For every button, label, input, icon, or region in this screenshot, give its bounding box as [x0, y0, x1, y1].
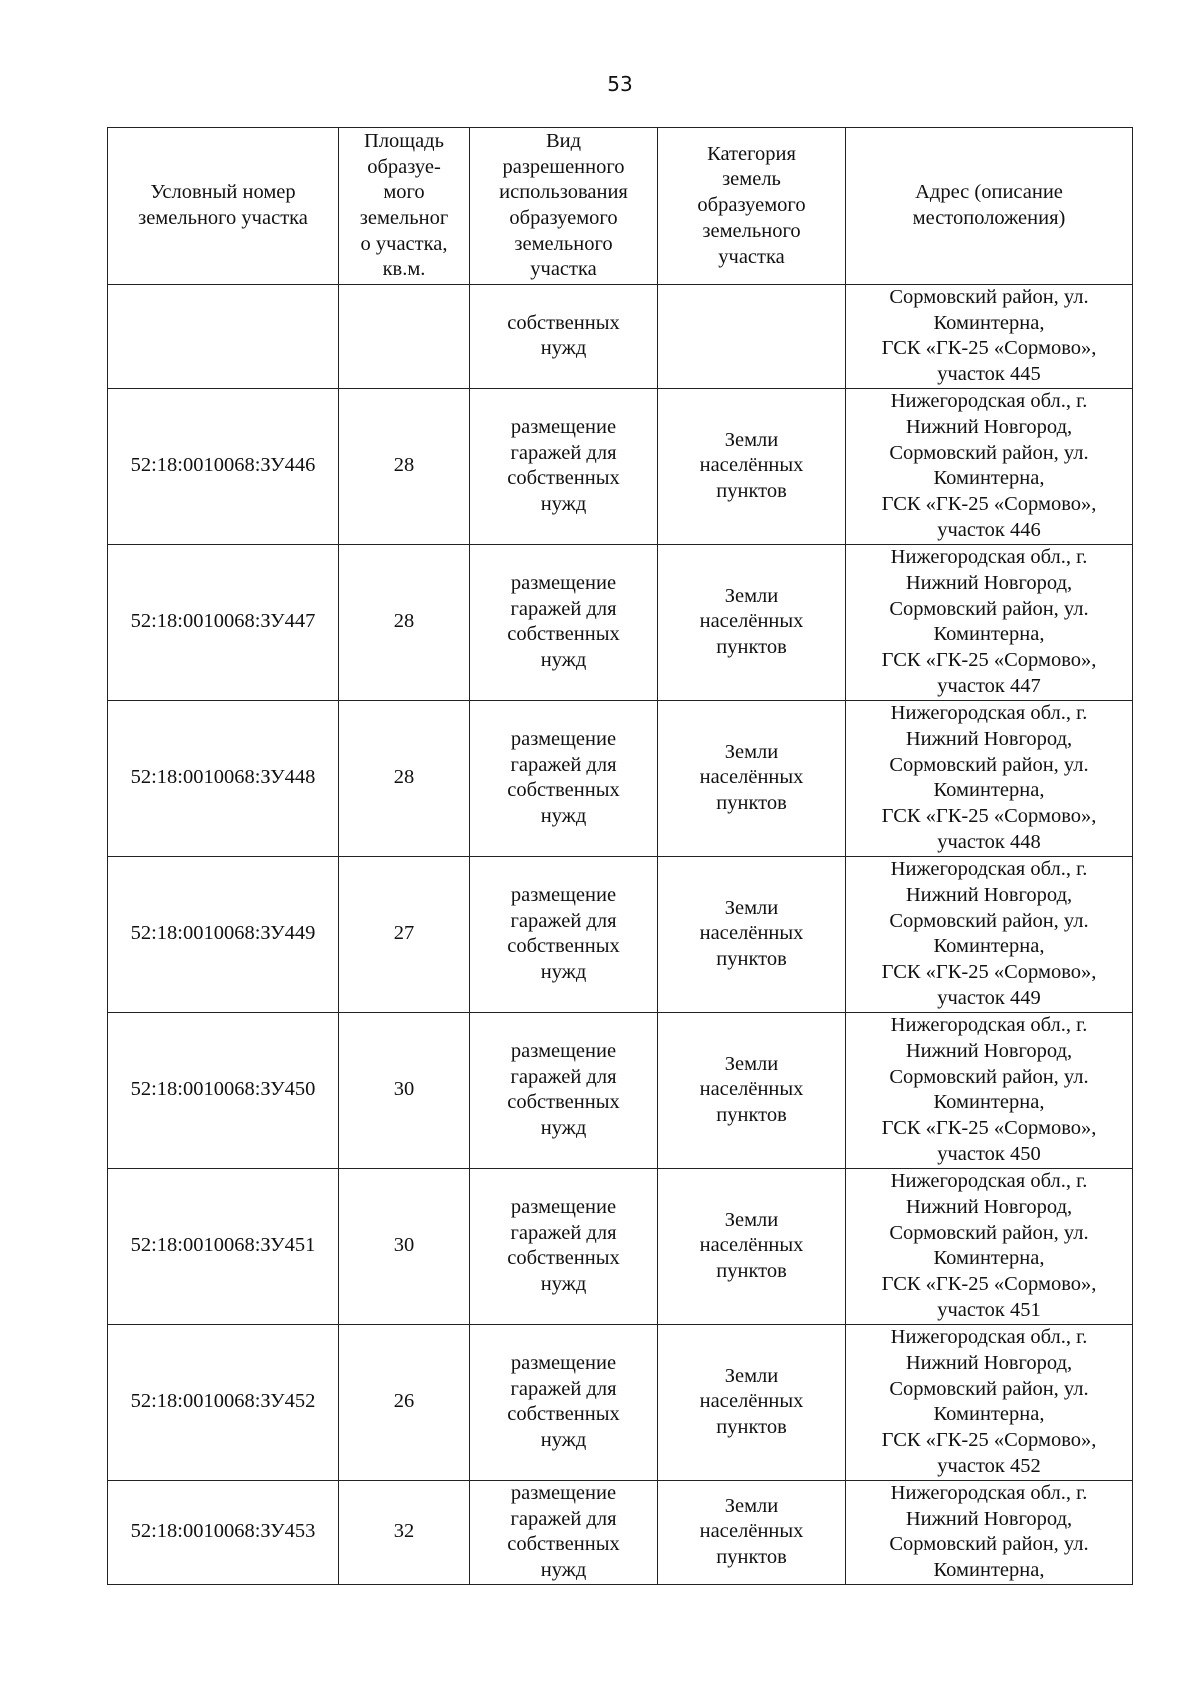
cell-line: Нижний Новгород,	[905, 727, 1073, 750]
cell-line: Сормовский район, ул.	[889, 1221, 1089, 1244]
cell-line: Сормовский район, ул.	[889, 1377, 1089, 1400]
cell-line: пунктов	[716, 948, 787, 971]
cell-line: участок 446	[937, 518, 1041, 541]
cell-line: Коминтерна,	[933, 1403, 1045, 1426]
cell-line: Адрес (описание	[915, 181, 1063, 204]
cell-line: участок 447	[937, 674, 1041, 697]
cell-line: ГСК «ГК-25 «Сормово»,	[881, 1429, 1097, 1452]
cell-line: пунктов	[716, 480, 787, 503]
cell-line: гаражей для	[510, 1507, 617, 1530]
table-row	[108, 700, 1133, 856]
cell-line: участок 452	[937, 1454, 1041, 1477]
cell-line: гаражей для	[510, 441, 617, 464]
cell-line: Нижегородская обл., г.	[890, 1481, 1088, 1504]
cell-line: Сормовский район, ул.	[889, 1533, 1089, 1556]
cell-line: земельного	[702, 219, 801, 242]
cell-line: нужд	[540, 1429, 587, 1452]
cell-line: размещение	[510, 571, 617, 594]
cell-line: Коминтерна,	[933, 935, 1045, 958]
cell-plot-number	[108, 285, 339, 389]
cell-permitted-use	[470, 1324, 658, 1480]
cell-line: Земли	[724, 740, 779, 763]
cell-line: пунктов	[716, 1416, 787, 1439]
cell-plot-number: 52:18:0010068:ЗУ448	[108, 700, 339, 856]
cell-line: размещение	[510, 1039, 617, 1062]
cell-area: 32	[339, 1480, 470, 1584]
cell-line: Сормовский район, ул.	[889, 753, 1089, 776]
cell-line: участок 451	[937, 1298, 1041, 1321]
cell-land-category	[658, 1168, 846, 1324]
cell-line: населённых	[699, 1078, 804, 1101]
cell-line: мого	[383, 181, 425, 204]
cell-line: собственных	[507, 1247, 620, 1270]
cell-line: Нижний Новгород,	[905, 415, 1073, 438]
cell-line: Коминтерна,	[933, 779, 1045, 802]
cell-line: размещение	[510, 415, 617, 438]
cell-line: нужд	[540, 1273, 587, 1296]
cell-line: Нижегородская обл., г.	[890, 1170, 1088, 1193]
cell-plot-number: 52:18:0010068:ЗУ446	[108, 388, 339, 544]
cell-line: собственных	[507, 623, 620, 646]
cell-line: гаражей для	[510, 909, 617, 932]
cell-line: Земли	[724, 1494, 779, 1517]
cell-line: размещение	[510, 883, 617, 906]
cell-permitted-use	[470, 1168, 658, 1324]
cell-line: населённых	[699, 1234, 804, 1257]
cell-line: гаражей для	[510, 597, 617, 620]
cell-line: Коминтерна,	[933, 1091, 1045, 1114]
cell-line: собственных	[507, 935, 620, 958]
table-row	[108, 1480, 1133, 1584]
cell-line: Нижегородская обл., г.	[890, 546, 1088, 569]
cell-line: населённых	[699, 1390, 804, 1413]
cell-line: участка	[718, 245, 785, 268]
cell-line: Нижний Новгород,	[905, 883, 1073, 906]
cell-permitted-use	[470, 856, 658, 1012]
header-address	[846, 128, 1133, 285]
cell-line: собственных	[507, 779, 620, 802]
cell-line: ГСК «ГК-25 «Сормово»,	[881, 805, 1097, 828]
cell-plot-number: 52:18:0010068:ЗУ450	[108, 1012, 339, 1168]
cell-line: Сормовский район, ул.	[889, 597, 1089, 620]
cell-line: кв.м.	[382, 258, 426, 281]
cell-area: 26	[339, 1324, 470, 1480]
cell-line: размещение	[510, 1351, 617, 1374]
cell-line: населённых	[699, 766, 804, 789]
cell-plot-number: 52:18:0010068:ЗУ452	[108, 1324, 339, 1480]
cell-line: пунктов	[716, 636, 787, 659]
cell-line: пунктов	[716, 792, 787, 815]
cell-line: Коминтерна,	[933, 467, 1045, 490]
cell-area: 28	[339, 544, 470, 700]
cell-line: населённых	[699, 610, 804, 633]
cell-line: пунктов	[716, 1260, 787, 1283]
cell-address	[846, 700, 1133, 856]
cell-line: Сормовский район, ул.	[889, 909, 1089, 932]
header-land-category	[658, 128, 846, 285]
cell-line: Коминтерна,	[933, 623, 1045, 646]
cell-line: Нижегородская обл., г.	[890, 858, 1088, 881]
cell-line: Земли	[724, 1364, 779, 1387]
cell-address	[846, 544, 1133, 700]
cell-line: собственных	[507, 467, 620, 490]
cell-line: населённых	[699, 454, 804, 477]
page-number: 53	[607, 72, 633, 96]
land-plots-table	[107, 127, 1133, 1585]
cell-line: участка	[530, 258, 597, 281]
cell-plot-number: 52:18:0010068:ЗУ453	[108, 1480, 339, 1584]
cell-line: о участка,	[360, 232, 448, 255]
cell-line: Вид	[545, 129, 582, 152]
cell-line: гаражей для	[510, 1221, 617, 1244]
cell-line: нужд	[540, 961, 587, 984]
cell-land-category	[658, 1480, 846, 1584]
cell-line: земельного	[514, 232, 613, 255]
cell-address	[846, 856, 1133, 1012]
cell-area	[339, 285, 470, 389]
cell-line: ГСК «ГК-25 «Сормово»,	[881, 493, 1097, 516]
cell-address	[846, 1012, 1133, 1168]
cell-area: 28	[339, 700, 470, 856]
cell-line: гаражей для	[510, 1377, 617, 1400]
cell-line: Коминтерна,	[933, 311, 1045, 334]
cell-line: Нижегородская обл., г.	[890, 1014, 1088, 1037]
cell-line: собственных	[507, 311, 620, 334]
cell-line: Нижегородская обл., г.	[890, 702, 1088, 725]
cell-line: Нижегородская обл., г.	[890, 390, 1088, 413]
cell-line: Сормовский район, ул.	[889, 286, 1089, 308]
table-row	[108, 1324, 1133, 1480]
cell-line: собственных	[507, 1533, 620, 1556]
cell-area: 30	[339, 1012, 470, 1168]
cell-permitted-use	[470, 544, 658, 700]
cell-line: размещение	[510, 1481, 617, 1504]
table-body	[108, 285, 1133, 1585]
cell-line: размещение	[510, 727, 617, 750]
table-row	[108, 544, 1133, 700]
cell-line: образуемого	[509, 207, 618, 229]
cell-permitted-use	[470, 388, 658, 544]
cell-plot-number: 52:18:0010068:ЗУ447	[108, 544, 339, 700]
cell-line: Сормовский район, ул.	[889, 1065, 1089, 1088]
continuation-row	[108, 285, 1133, 389]
table-row	[108, 1012, 1133, 1168]
cell-land-category	[658, 1012, 846, 1168]
cell-line: пунктов	[716, 1546, 787, 1569]
cell-line: образуемого	[697, 194, 806, 217]
header-plot-number	[108, 128, 339, 285]
cell-line: нужд	[540, 337, 587, 360]
cell-line: участок 449	[937, 986, 1041, 1009]
cell-permitted-use	[470, 700, 658, 856]
cell-address	[846, 285, 1133, 389]
cell-line: Коминтерна,	[933, 1558, 1045, 1581]
cell-permitted-use	[470, 285, 658, 389]
cell-land-category	[658, 856, 846, 1012]
cell-land-category	[658, 388, 846, 544]
cell-line: ГСК «ГК-25 «Сормово»,	[881, 337, 1097, 360]
table-row	[108, 1168, 1133, 1324]
cell-line: использования	[499, 181, 628, 204]
cell-land-category	[658, 1324, 846, 1480]
cell-line: ГСК «ГК-25 «Сормово»,	[881, 961, 1097, 984]
cell-line: Сормовский район, ул.	[889, 441, 1089, 464]
cell-line: ГСК «ГК-25 «Сормово»,	[881, 1273, 1097, 1296]
cell-line: Коминтерна,	[933, 1247, 1045, 1270]
cell-line: местоположения)	[912, 207, 1066, 229]
cell-line: нужд	[540, 649, 587, 672]
cell-area: 28	[339, 388, 470, 544]
cell-line: разрешенного	[502, 155, 625, 178]
cell-line: населённых	[699, 922, 804, 945]
cell-line: пунктов	[716, 1104, 787, 1127]
cell-line: земельного участка	[138, 207, 308, 229]
cell-line: нужд	[540, 1117, 587, 1140]
cell-line: Условный номер	[150, 181, 296, 204]
cell-line: участок 450	[937, 1142, 1041, 1165]
cell-line: гаражей для	[510, 753, 617, 776]
cell-address	[846, 1324, 1133, 1480]
cell-address	[846, 388, 1133, 544]
cell-line: участок 448	[937, 830, 1041, 853]
cell-area: 27	[339, 856, 470, 1012]
cell-line: населённых	[699, 1520, 804, 1543]
cell-land-category	[658, 544, 846, 700]
cell-line: собственных	[507, 1403, 620, 1426]
cell-address	[846, 1168, 1133, 1324]
table-header-row	[108, 128, 1133, 285]
cell-land-category	[658, 285, 846, 389]
cell-address	[846, 1480, 1133, 1584]
header-permitted-use	[470, 128, 658, 285]
cell-plot-number: 52:18:0010068:ЗУ451	[108, 1168, 339, 1324]
cell-line: нужд	[540, 493, 587, 516]
cell-line: Нижегородская обл., г.	[890, 1326, 1088, 1349]
cell-line: Земли	[724, 1208, 779, 1231]
cell-line: размещение	[510, 1195, 617, 1218]
cell-line: Нижний Новгород,	[905, 1039, 1073, 1062]
header-area	[339, 128, 470, 285]
cell-permitted-use	[470, 1012, 658, 1168]
cell-line: земельног	[359, 207, 449, 229]
cell-line: земель	[722, 168, 781, 191]
cell-line: Нижний Новгород,	[905, 1351, 1073, 1374]
cell-line: Нижний Новгород,	[905, 571, 1073, 594]
cell-line: Земли	[724, 584, 779, 607]
cell-line: участок 445	[937, 363, 1041, 386]
table-row	[108, 856, 1133, 1012]
cell-line: Нижний Новгород,	[905, 1507, 1073, 1530]
cell-line: Нижний Новгород,	[905, 1195, 1073, 1218]
cell-line: Площадь	[364, 129, 444, 152]
cell-line: гаражей для	[510, 1065, 617, 1088]
cell-line: образуе-	[367, 155, 441, 178]
cell-line: ГСК «ГК-25 «Сормово»,	[881, 649, 1097, 672]
cell-land-category	[658, 700, 846, 856]
cell-line: ГСК «ГК-25 «Сормово»,	[881, 1117, 1097, 1140]
cell-plot-number: 52:18:0010068:ЗУ449	[108, 856, 339, 1012]
cell-line: Земли	[724, 896, 779, 919]
table-row	[108, 388, 1133, 544]
cell-line: Земли	[724, 1052, 779, 1075]
cell-line: собственных	[507, 1091, 620, 1114]
cell-line: нужд	[540, 1558, 587, 1581]
cell-line: нужд	[540, 805, 587, 828]
cell-area: 30	[339, 1168, 470, 1324]
cell-permitted-use	[470, 1480, 658, 1584]
cell-line: Категория	[707, 142, 796, 165]
cell-line: Земли	[724, 428, 779, 451]
